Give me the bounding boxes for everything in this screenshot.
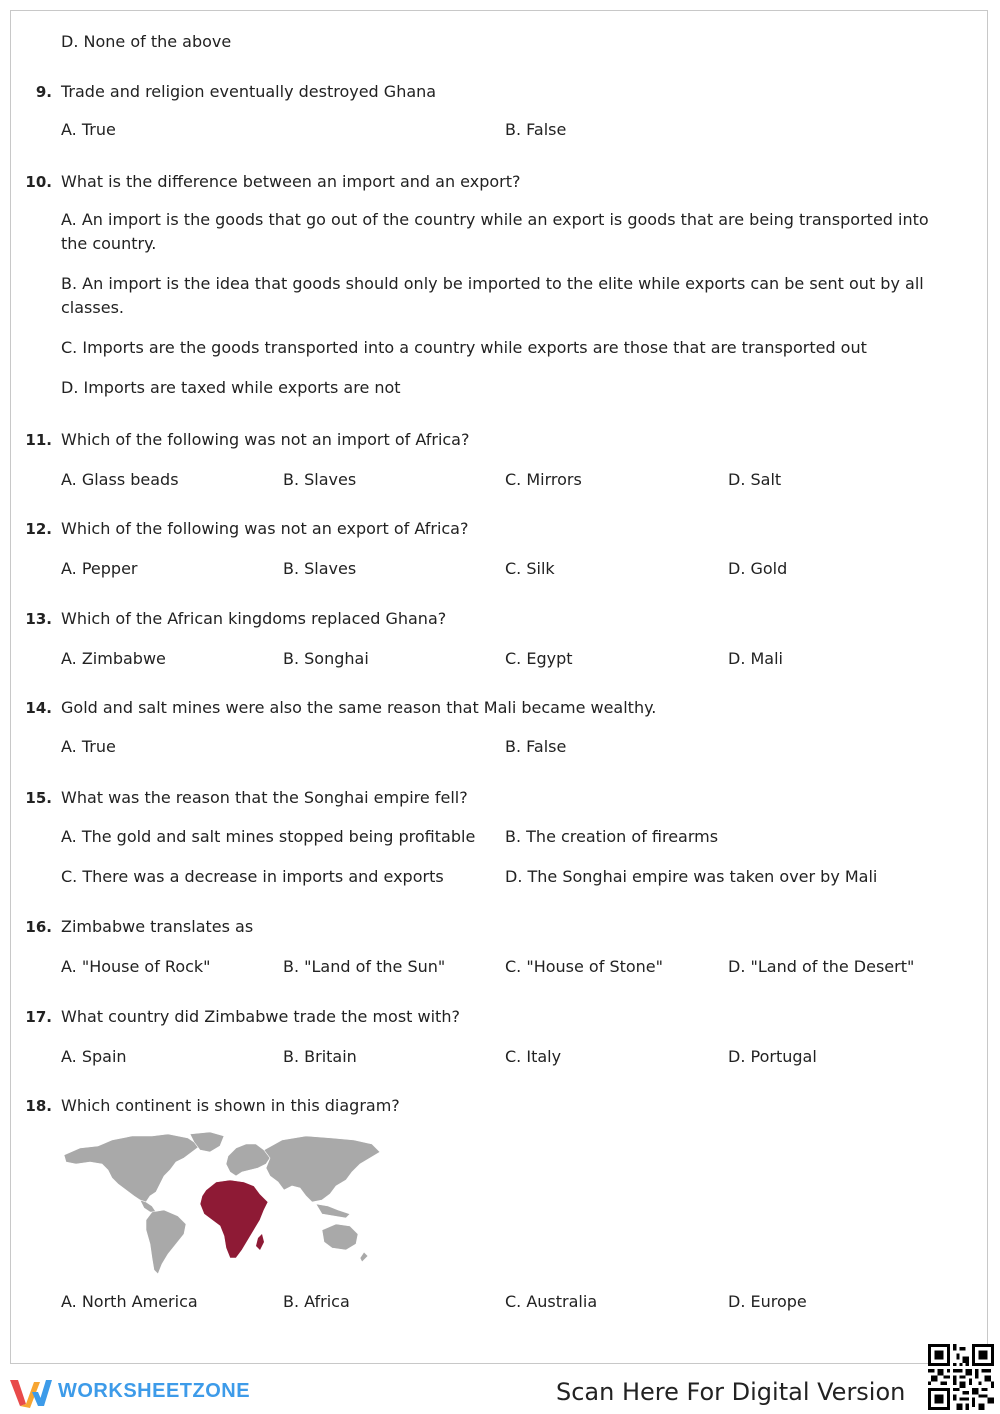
question-number: 15. xyxy=(25,789,52,807)
option-b[interactable]: B. Slaves xyxy=(283,559,357,578)
worksheetzone-logo-icon xyxy=(10,1376,54,1408)
option-d[interactable]: D. Europe xyxy=(728,1292,807,1311)
asia-shape xyxy=(264,1136,380,1202)
option-b[interactable]: B. An import is the idea that goods should only be imported to the elite while exports can be sent out by all classes. xyxy=(61,274,924,317)
question-text: Zimbabwe translates as xyxy=(61,917,254,936)
question-11 xyxy=(0,429,1000,509)
option-d[interactable]: D. "Land of the Desert" xyxy=(728,957,915,976)
question-number: 17. xyxy=(25,1008,52,1026)
question-text: Which continent is shown in this diagram? xyxy=(61,1096,400,1115)
qr-code-icon[interactable] xyxy=(928,1344,994,1410)
option-a[interactable]: A. True xyxy=(61,737,116,756)
option-a[interactable]: A. Zimbabwe xyxy=(61,649,166,668)
option-c[interactable]: C. There was a decrease in imports and exports xyxy=(61,867,444,886)
question-15 xyxy=(0,787,1000,906)
question-number: 11. xyxy=(25,431,52,449)
question-13 xyxy=(0,608,1000,688)
question-14 xyxy=(0,697,1000,776)
australia-shape xyxy=(322,1224,358,1250)
question-number: 14. xyxy=(25,699,52,717)
option-b[interactable]: B. Africa xyxy=(283,1292,350,1311)
madagascar-highlight xyxy=(256,1234,264,1250)
question-9 xyxy=(0,81,1000,159)
brand-name: WORKSHEETZONE xyxy=(58,1380,251,1402)
question-number: 9. xyxy=(35,83,52,101)
question-text: Which of the following was not an export of Africa? xyxy=(61,519,469,538)
southeast-asia-shape xyxy=(316,1204,350,1218)
option-b[interactable]: B. Slaves xyxy=(283,470,357,489)
option-a[interactable]: A. Pepper xyxy=(61,559,138,578)
option-b[interactable]: B. Songhai xyxy=(283,649,369,668)
question-text: Gold and salt mines were also the same reason that Mali became wealthy. xyxy=(61,698,657,717)
option-d[interactable]: D. Mali xyxy=(728,649,783,668)
option-c[interactable]: C. Imports are the goods transported into a country while exports are those that are transported out xyxy=(61,338,867,357)
option-d[interactable]: D. Portugal xyxy=(728,1047,817,1066)
south-america-shape xyxy=(146,1210,186,1274)
option-b[interactable]: B. False xyxy=(505,737,567,756)
new-zealand-shape xyxy=(360,1252,368,1262)
option-a[interactable]: A. Glass beads xyxy=(61,470,179,489)
north-america-shape xyxy=(64,1134,200,1202)
question-number: 16. xyxy=(25,918,52,936)
question-text: What was the reason that the Songhai empire fell? xyxy=(61,788,468,807)
question-number: 18. xyxy=(25,1097,52,1115)
europe-shape xyxy=(226,1144,270,1176)
option-c[interactable]: C. Australia xyxy=(505,1292,598,1311)
question-12 xyxy=(0,518,1000,598)
option-a[interactable]: A. North America xyxy=(61,1292,198,1311)
option-c[interactable]: C. Silk xyxy=(505,559,555,578)
question-text: What is the difference between an import and an export? xyxy=(61,172,521,191)
option-a[interactable]: A. Spain xyxy=(61,1047,127,1066)
question-text: What country did Zimbabwe trade the most with? xyxy=(61,1007,460,1026)
option-b[interactable]: B. False xyxy=(505,120,567,139)
option-c[interactable]: C. Italy xyxy=(505,1047,562,1066)
question-16 xyxy=(0,916,1000,996)
option-d[interactable]: D. The Songhai empire was taken over by Mali xyxy=(505,867,878,886)
option-d[interactable]: D. Gold xyxy=(728,559,788,578)
option-c[interactable]: C. Egypt xyxy=(505,649,573,668)
question-10 xyxy=(0,171,1000,416)
option-d[interactable]: D. Imports are taxed while exports are not xyxy=(61,378,401,397)
option-d[interactable]: D. None of the above xyxy=(61,32,232,51)
option-a[interactable]: A. An import is the goods that go out of the country while an export is goods that are being transported into the country. xyxy=(61,210,929,253)
option-a[interactable]: A. True xyxy=(61,120,116,139)
question-text: Which of the following was not an import of Africa? xyxy=(61,430,470,449)
option-a[interactable]: A. "House of Rock" xyxy=(61,957,211,976)
question-text: Which of the African kingdoms replaced Ghana? xyxy=(61,609,447,628)
footer xyxy=(0,1366,1000,1414)
question-number: 12. xyxy=(25,520,52,538)
question-18 xyxy=(0,1095,1000,1119)
question-17 xyxy=(0,1006,1000,1086)
world-map-diagram xyxy=(60,1130,390,1280)
option-d[interactable]: D. Salt xyxy=(728,470,782,489)
central-america-shape xyxy=(140,1200,156,1212)
option-a[interactable]: A. The gold and salt mines stopped being profitable xyxy=(61,827,476,846)
question-number: 10. xyxy=(25,173,52,191)
option-b[interactable]: B. Britain xyxy=(283,1047,357,1066)
option-c[interactable]: C. Mirrors xyxy=(505,470,582,489)
scan-text: Scan Here For Digital Version xyxy=(556,1378,906,1406)
option-c[interactable]: C. "House of Stone" xyxy=(505,957,663,976)
option-b[interactable]: B. The creation of firearms xyxy=(505,827,719,846)
option-b[interactable]: B. "Land of the Sun" xyxy=(283,957,446,976)
question-number: 13. xyxy=(25,610,52,628)
question-18-options xyxy=(0,1291,1000,1331)
question-text: Trade and religion eventually destroyed Ghana xyxy=(61,82,437,101)
